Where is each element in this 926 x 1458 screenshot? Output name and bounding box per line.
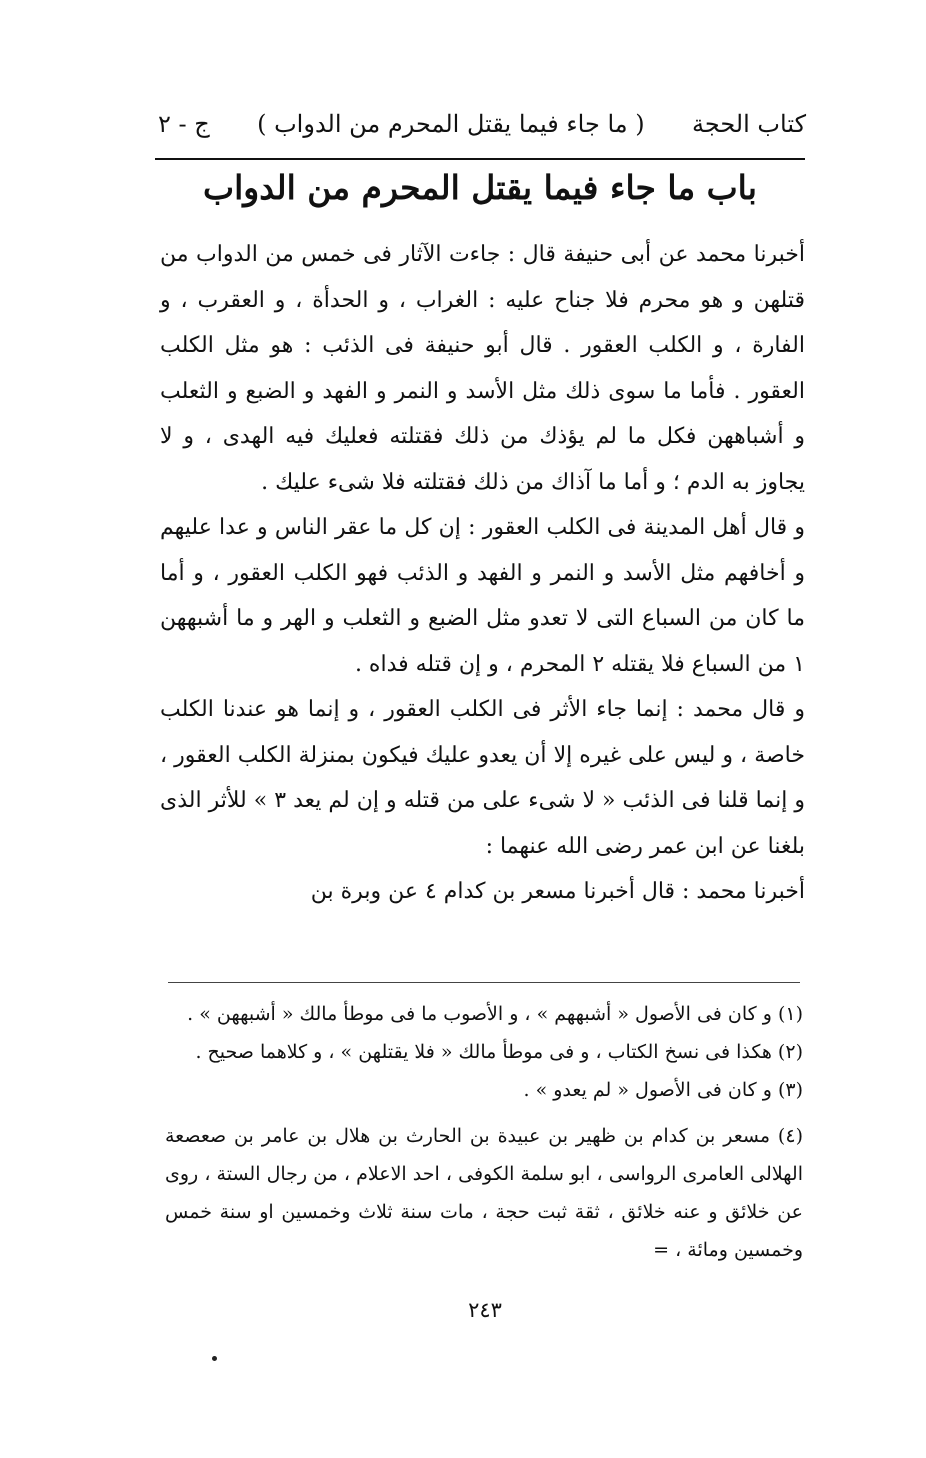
header-part-number: ج - ٢ [158,110,210,138]
header-rule [155,158,805,160]
header-section-title: ( ما جاء فيما يقتل المحرم من الدواب ) [257,110,645,138]
page-number: ٢٤٣ [468,1298,502,1322]
ink-speck [212,1356,217,1361]
paragraph-3: و قال محمد : إنما جاء الأثر فى الكلب العقور ، و إنما هو عندنا الكلب خاصة ، و ليس على غيره إلا أن يعدو عليك فيكون بمنزلة الكلب العقور ، و إنما قلنا فى الذئب « لا شىء على من قتله و إن لم يعد ٣ » للأثر الذى بلغنا عن ابن عمر رضى الله عنهما : [160,697,805,859]
footnote-1: (١) و كان فى الأصول « أشبههم » ، و الأصوب ما فى موطأ مالك « أشبههن » . [187,1003,803,1025]
footnote-3: (٣) و كان فى الأصول « لم يعدو » . [523,1079,803,1101]
footnotes-rule [168,982,800,983]
header-book-title: كتاب الحجة [691,110,806,138]
chapter-title: باب ما جاء فيما يقتل المحرم من الدواب [203,168,757,207]
footnotes [165,995,803,1269]
paragraph-2: و قال أهل المدينة فى الكلب العقور : إن كل ما عقر الناس و عدا عليهم و أخافهم مثل الأسد و النمر و الفهد و الذئب فهو الكلب العقور ، و أما ما كان من السباع التى لا تعدو مثل الضبع و الثعلب و الهر و ما أشبههن ١ من السباع فلا يقتله ٢ المحرم ، و إن قتله فداه . [160,515,805,677]
paragraph-1: أخبرنا محمد عن أبى حنيفة قال : جاءت الآثار فى خمس من الدواب من قتلهن و هو محرم فلا جناح عليه : الغراب ، و الحدأة ، و العقرب ، و الفارة ، و الكلب العقور . قال أبو حنيفة فى الذئب : هو مثل الكلب العقور . فأما ما سوى ذلك مثل الأسد و النمر و الفهد و الضبع و الثعلب و أشباههن فكل ما لم يؤذك من ذلك فقتلته فعليك فيه الهدى ، و لا يجاوز به الدم ؛ و أما ما آذاك من ذلك فقتلته فلا شىء عليك . [160,242,805,495]
footnote-4: (٤) مسعر بن كدام بن ظهير بن عبيدة بن الحارث بن هلال بن عامر بن صعصعة الهلالى العامرى الرواسى ، ابو سلمة الكوفى ، احد الاعلام ، من رجال الستة ، روى عن خلائق و عنه خلائق ، ثقة ثبت حجة ، مات سنة ثلاث وخمسين او سنة خمس وخمسين ومائة ، = [165,1125,803,1261]
running-header [158,102,806,146]
body-text [160,232,805,915]
footnote-2: (٢) هكذا فى نسخ الكتاب ، و فى موطأ مالك « فلا يقتلهن » ، و كلاهما صحيح . [195,1041,803,1063]
paragraph-4: أخبرنا محمد : قال أخبرنا مسعر بن كدام ٤ عن وبرة بن [310,879,805,904]
